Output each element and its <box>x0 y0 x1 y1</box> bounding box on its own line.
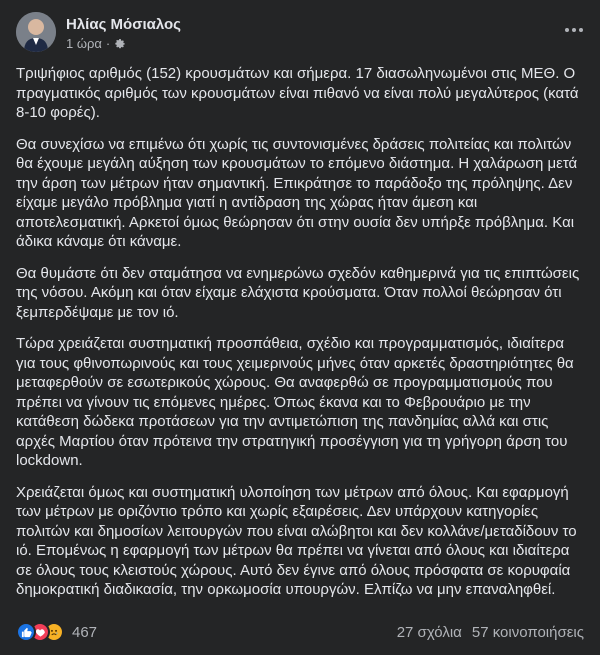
post-paragraph: Τώρα χρειάζεται συστηματική προσπάθεια, σχέδιο και προγραμματισμός, ιδιαίτερα για τους φθινοπωρινούς και τους χειμερινούς μήνες όταν αρκετές δραστηριότητες θα μεταφερθούν σε εσωτερικούς χώρους. Θα αναφερθώ σε προγραμματισμούς που πρέπει να γίνουν τις επόμενες ημέρες. Όπως έκανα και το Φεβρουάριο με την κατάθεση δώδεκα προτάσεων για την αντιμετώπιση της πανδημίας αλλά και στις αρχές Μαρτίου όταν πρότεινα την στρατηγική προσέγγιση για τη γρήγορη άρση του lockdown. <box>16 335 574 469</box>
post-body <box>16 64 586 612</box>
post-paragraph: Τριψήφιος αριθμός (152) κρουσμάτων και σήμερα. 17 διασωληνωμένοι στις ΜΕΘ. Ο πραγματικός αριθμός των κρουσμάτων είναι πιθανό να είναι πολύ μεγαλύτερος (κατά 8-10 φορές). <box>16 65 579 121</box>
more-options-icon[interactable] <box>564 20 584 40</box>
author-name[interactable]: Ηλίας Μόσιαλος <box>66 16 181 33</box>
gear-icon[interactable] <box>114 38 126 50</box>
reaction-count: 467 <box>72 623 98 641</box>
shares-count[interactable]: 57 κοινοποιήσεις <box>471 623 584 641</box>
separator-dot: · <box>105 36 111 51</box>
post-time[interactable]: 1 ώρα <box>66 36 102 51</box>
post-footer <box>16 620 584 644</box>
post-paragraph: Θα συνεχίσω να επιμένω ότι χωρίς τις συντονισμένες δράσεις πολιτείας και πολιτών θα έχουμε μεγάλη αύξηση των κρουσμάτων το επόμενο διάστημα. Η χαλάρωση μετά την άρση των μέτρων ήταν σημαντική. Επικράτησε το παράδοξο της πρόληψης. Δεν είχαμε μεγάλο πρόβλημα γιατί η αντίδραση της χώρας ήταν άμεση και αποτελεσματική. Αρκετοί όμως θεώρησαν ότι στην ουσία δεν υπήρξε πρόβλημα. Και άδικα κάναμε ότι κάναμε. <box>16 135 578 250</box>
comments-count[interactable]: 27 σχόλια <box>396 623 462 641</box>
post-paragraph: Χρειάζεται όμως και συστηματική υλοποίηση των μέτρων από όλους. Και εφαρμογή των μέτρων με οριζόντιο τρόπο και χωρίς εξαιρέσεις. Δεν υπάρχουν κατηγορίες πολιτών και δημοσίων λειτουργών που είναι αλώβητοι και δεν κολλάνε/μεταδίδουν το ιό. Επομένως η εφαρμογή των μέτρων θα πρέπει να γίνεται από όλους και ιδιαίτερα σε όλους τους κλειστούς χώρους. Αυτό δεν έγινε από όλους πρόσφατα σε κορυφαία δημοκρατική διαδικασία, την ορκωμοσία υπουργών. Ελπίζω να μην επαναληφθεί. <box>16 483 577 598</box>
profile-photo <box>16 12 56 52</box>
post-meta <box>66 36 126 51</box>
post-header <box>16 12 584 56</box>
like-icon <box>16 622 36 642</box>
post-paragraph: Θα θυμάστε ότι δεν σταμάτησα να ενημερώνω σχεδόν καθημερινά για τις επιπτώσεις της νόσου. Ακόμη και όταν είχαμε ελάχιστα κρούσματα. Όταν πολλοί θεώρησαν ότι ξεμπερδέψαμε με τον ιό. <box>16 264 580 321</box>
reactions-summary[interactable] <box>16 622 97 642</box>
avatar[interactable] <box>16 12 56 52</box>
